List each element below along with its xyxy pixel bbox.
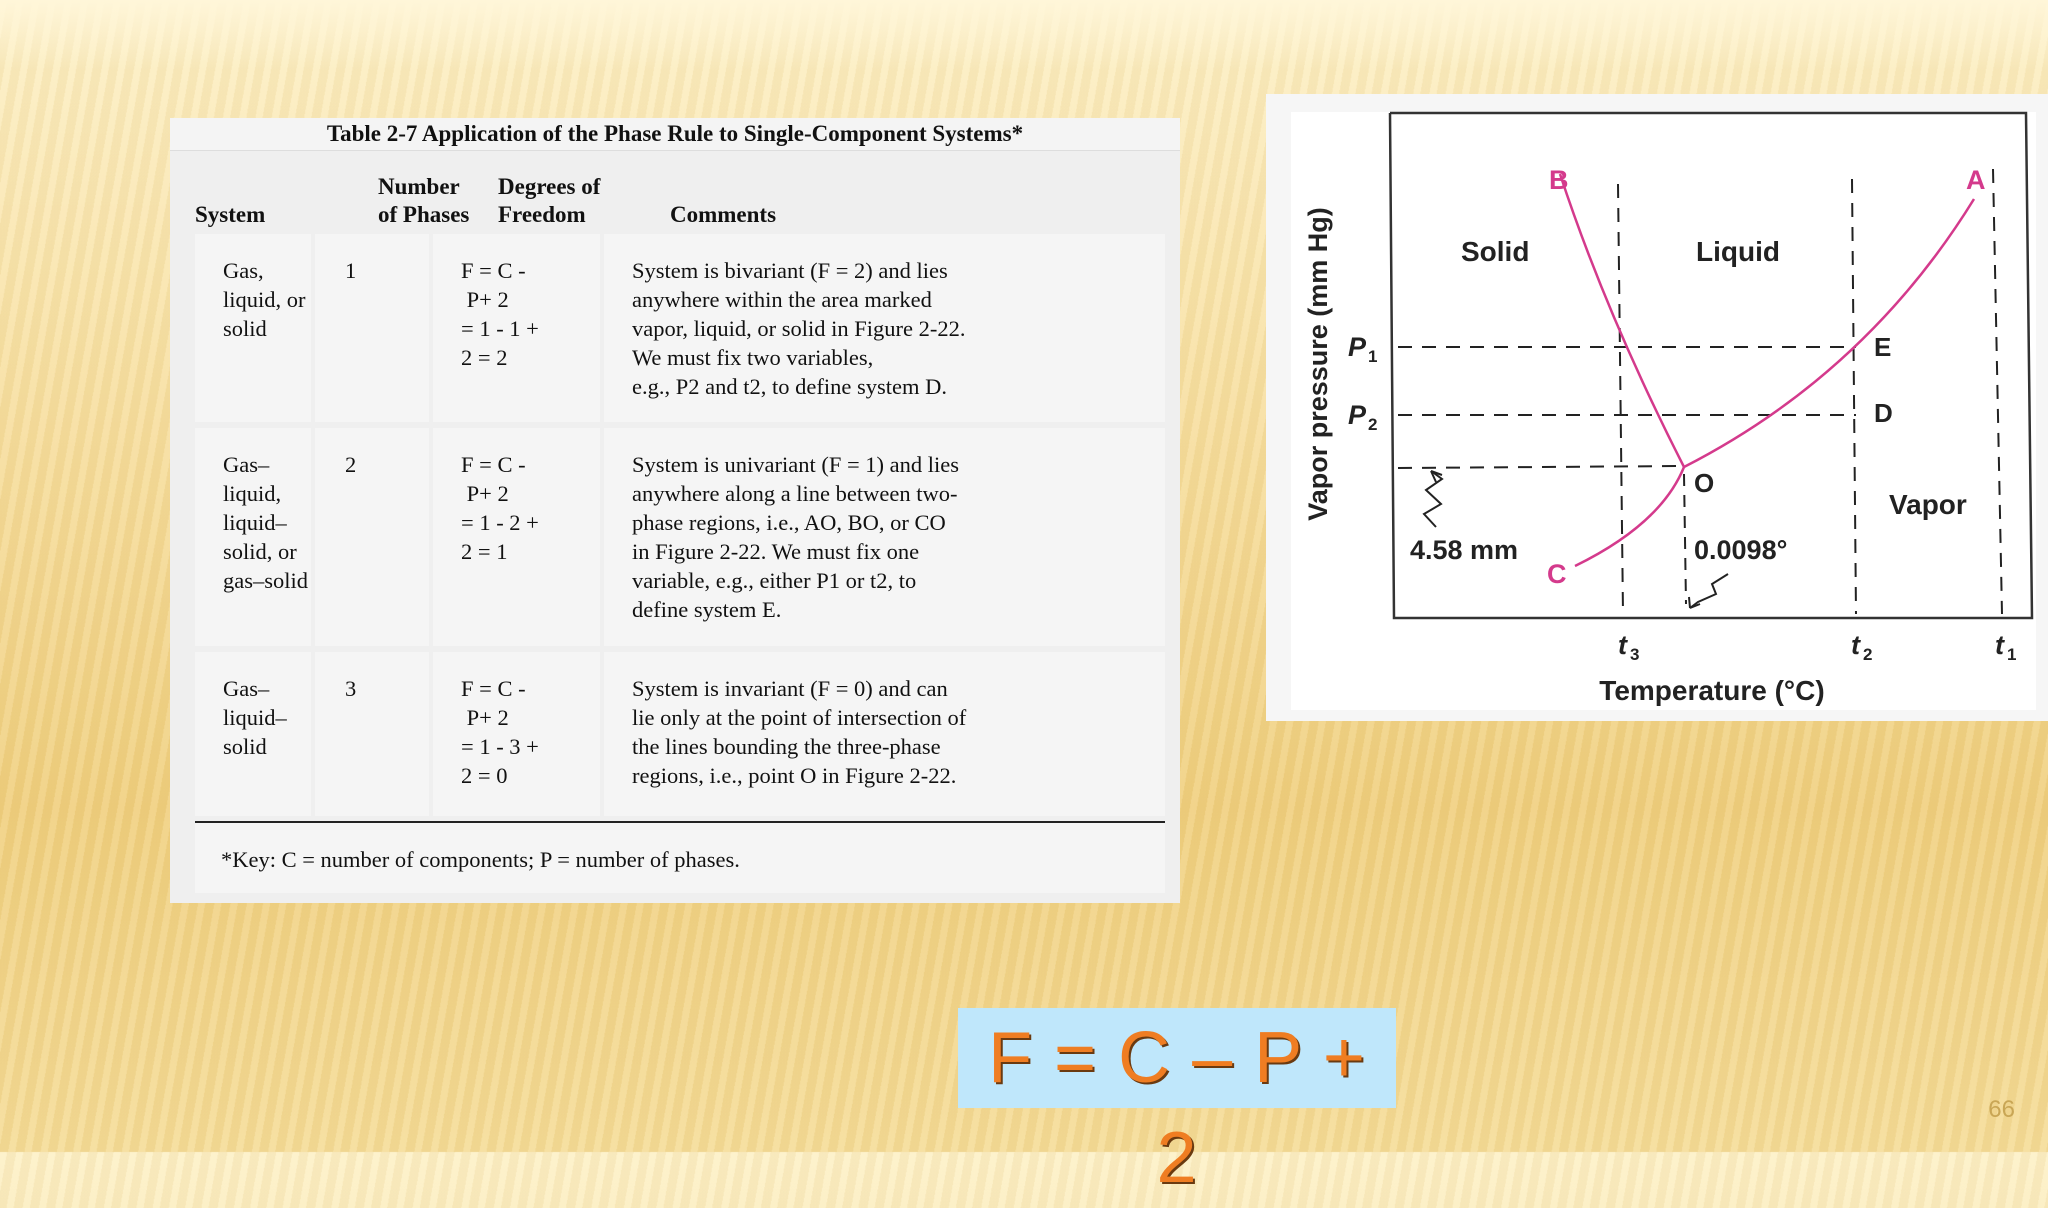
phase-diagram-svg	[1266, 94, 2048, 721]
p2-subscript: 2	[1368, 415, 1378, 434]
region-solid-label: Solid	[1461, 236, 1530, 267]
phase-rule-formula: F = C – P + 2	[958, 1008, 1396, 1108]
phase-rule-table	[170, 118, 1180, 903]
region-vapor-label: Vapor	[1889, 489, 1967, 520]
row3-freedom: F = C - P+ 2 = 1 - 3 + 2 = 0	[433, 652, 600, 816]
header-system: System	[195, 202, 266, 227]
region-liquid-label: Liquid	[1696, 236, 1780, 267]
p2-label: P	[1348, 400, 1367, 430]
table-caption: Table 2-7 Application of the Phase Rule to Single-Component Systems*	[170, 118, 1180, 151]
header-phases-line2: of Phases	[378, 202, 470, 227]
point-e-label: E	[1874, 332, 1892, 362]
diagram-background	[1291, 112, 2036, 710]
y-axis-label: Vapor pressure (mm Hg)	[1303, 207, 1333, 521]
header-phases-line1: Number	[378, 174, 460, 199]
row1-phases: 1	[315, 234, 429, 422]
triple-point-pressure-annotation: 4.58 mm	[1410, 535, 1519, 565]
point-a-label: A	[1966, 165, 1986, 195]
point-o-label: O	[1694, 468, 1715, 498]
p1-label: P	[1348, 332, 1367, 362]
row1-comments: System is bivariant (F = 2) and lies anywhere within the area marked vapor, liquid, or solid in Figure 2-22. We must fix two variables, e.g., P2 and t2, to define system D.	[604, 234, 1165, 422]
t3-label: t	[1618, 630, 1627, 660]
triple-point-temperature-annotation: 0.0098°	[1694, 535, 1788, 565]
row1-system: Gas, liquid, or solid	[195, 234, 311, 422]
row3-system: Gas– liquid– solid	[195, 652, 311, 816]
row3-comments: System is invariant (F = 0) and can lie only at the point of intersection of the lines bounding the three-phase regions, i.e., point O in Figure 2-22.	[604, 652, 1165, 816]
row1-freedom: F = C - P+ 2 = 1 - 1 + 2 = 2	[433, 234, 600, 422]
header-freedom-line2: Freedom	[498, 202, 586, 227]
t2-subscript: 2	[1863, 645, 1873, 664]
t1-label: t	[1995, 630, 2004, 660]
t3-subscript: 3	[1630, 645, 1640, 664]
x-axis-label: Temperature (°C)	[1599, 675, 1825, 706]
row3-phases: 3	[315, 652, 429, 816]
row2-phases: 2	[315, 428, 429, 646]
header-comments: Comments	[670, 202, 777, 227]
point-d-label: D	[1874, 398, 1893, 428]
t1-subscript: 1	[2007, 645, 2017, 664]
row2-comments: System is univariant (F = 1) and lies anywhere along a line between two- phase regions, i.e., AO, BO, or CO in Figure 2-22. We must fix one variable, e.g., either P1 or t2, to define system E.	[604, 428, 1165, 646]
phase-diagram	[1266, 94, 2048, 721]
header-freedom-line1: Degrees of	[498, 174, 601, 199]
row2-freedom: F = C - P+ 2 = 1 - 2 + 2 = 1	[433, 428, 600, 646]
table-key: *Key: C = number of components; P = number of phases.	[195, 821, 1165, 893]
p1-subscript: 1	[1368, 347, 1378, 366]
page-number: 66	[1988, 1096, 2015, 1123]
point-b-label: B	[1549, 165, 1569, 195]
t2-label: t	[1851, 630, 1860, 660]
row2-system: Gas– liquid, liquid– solid, or gas–solid	[195, 428, 311, 646]
background-top-fade	[0, 0, 2048, 70]
point-c-label: C	[1547, 559, 1567, 589]
